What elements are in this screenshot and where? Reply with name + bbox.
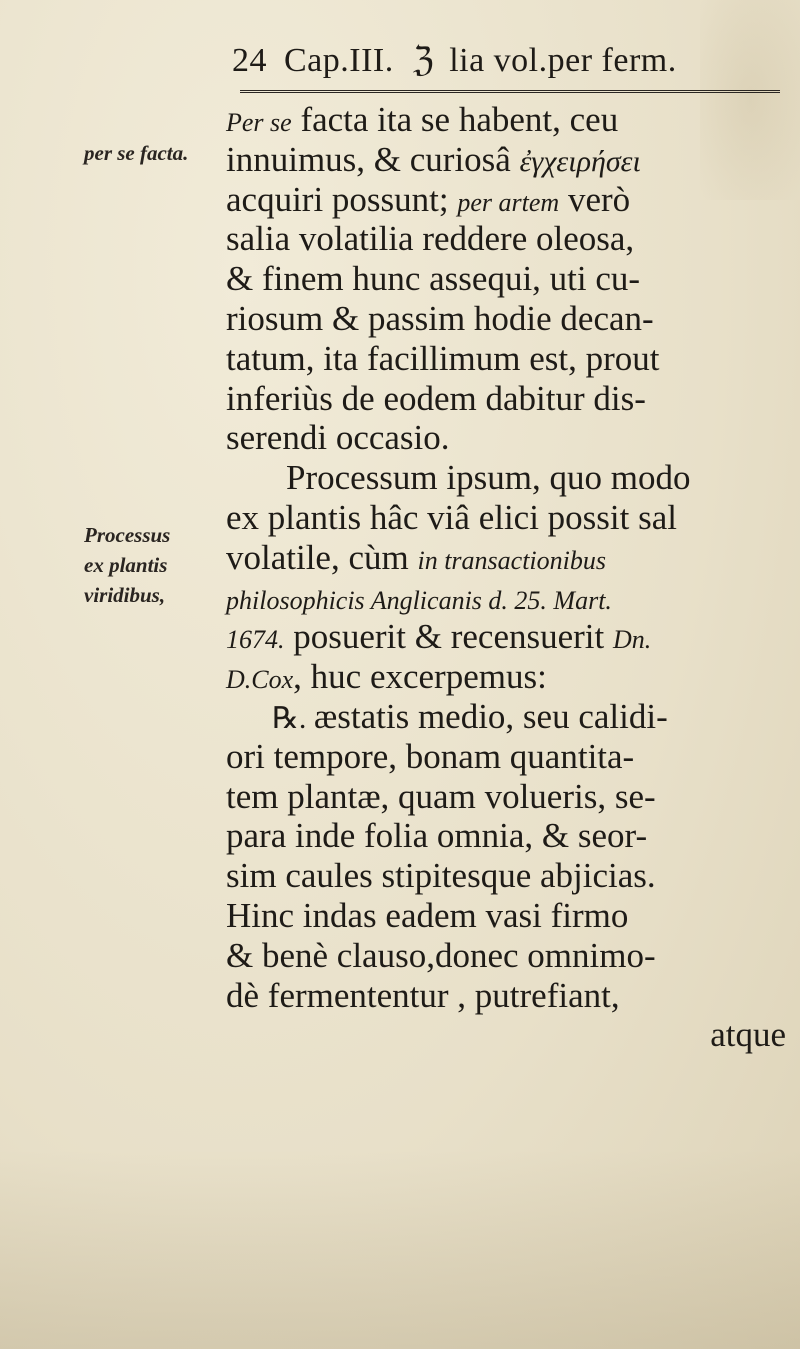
text-run: tatum, ita facillimum est, prout [226, 338, 660, 378]
italic-text: Dn. [613, 625, 652, 655]
text-run: posuerit & recensuerit [284, 617, 614, 657]
italic-text: philosophicis Anglicanis d. 25. Mart. [226, 585, 612, 615]
text-run: sim caules stipitesque abjicias. [226, 856, 656, 896]
text-run: facta ita se habent, ceu [291, 100, 619, 139]
text-run: inferiùs de eodem dabitur dis- [226, 378, 646, 418]
text-run: Processum ipsum, quo modo [286, 458, 691, 498]
italic-text: 1674. [226, 625, 285, 655]
greek-text: ἐγχειρήσει [519, 144, 641, 178]
page-number: 24 [232, 42, 267, 79]
text-run: æstatis medio, seu calidi- [313, 696, 668, 736]
text-run: & benè clauso,donec omnimo- [226, 935, 656, 975]
text-line [226, 737, 796, 777]
text-run: Hinc indas eadem vasi firmo [226, 895, 629, 935]
text-run: ex plantis hâc viâ elici possit sal [226, 497, 678, 537]
running-title: lia vol.per ferm. [449, 42, 677, 79]
text-line [226, 180, 796, 220]
margin-note-line: Processus [84, 523, 171, 547]
text-line [226, 578, 796, 618]
text-line [226, 816, 796, 856]
text-run: verò [559, 179, 631, 219]
text-line [226, 896, 796, 936]
text-run: para inde folia omnia, & seor- [226, 816, 648, 856]
text-run: riosum & passim hodie decan- [226, 298, 654, 338]
margin-note-line: viridibus, [84, 583, 166, 607]
running-header [232, 40, 792, 88]
text-line [226, 936, 796, 976]
text-run: serendi occasio. [226, 418, 450, 458]
text-line [226, 856, 796, 896]
italic-text: per artem [457, 187, 560, 217]
margin-note-per-se-facta [84, 138, 188, 168]
italic-text: Per se [226, 108, 292, 137]
text-run: atque [710, 1015, 786, 1055]
text-run: dè fermententur , putrefiant, [226, 975, 620, 1015]
text-line [226, 100, 796, 140]
paper-stain-bottom [0, 1150, 800, 1349]
text-run: innuimus, & curiosâ [226, 139, 520, 179]
text-run: volatile, cùm [226, 537, 418, 577]
text-line [226, 1015, 796, 1055]
text-run: ℞. [272, 701, 314, 735]
text-run: & finem hunc assequi, uti cu- [226, 259, 641, 299]
text-line [226, 538, 796, 578]
chapter-symbol: ℨ [412, 42, 435, 79]
text-line [226, 339, 796, 379]
header-rule [240, 90, 780, 93]
text-line [226, 140, 796, 180]
text-line [226, 379, 796, 419]
text-run: salia volatilia reddere oleosa, [226, 219, 635, 259]
italic-text: D.Cox [226, 665, 294, 695]
text-run: ori tempore, bonam quantita- [226, 736, 635, 776]
main-text [226, 100, 796, 1055]
text-line [226, 219, 796, 259]
text-run: , huc excerpemus: [293, 657, 547, 697]
italic-text: in transactionibus [417, 545, 606, 575]
text-line [226, 657, 796, 697]
text-line [226, 299, 796, 339]
text-line [226, 259, 796, 299]
chapter-label: Cap.III. [284, 42, 394, 79]
text-line [226, 617, 796, 657]
margin-note-text: per se facta. [84, 141, 189, 165]
margin-note-line: ex plantis [84, 553, 168, 577]
text-line [226, 976, 796, 1016]
text-run: tem plantæ, quam volueris, se- [226, 776, 656, 816]
text-line [226, 498, 796, 538]
text-line [226, 418, 796, 458]
text-line [226, 697, 796, 737]
text-line [226, 777, 796, 817]
text-run: acquiri possunt; [226, 179, 458, 219]
margin-note-processus [84, 520, 170, 610]
text-line [226, 458, 796, 498]
